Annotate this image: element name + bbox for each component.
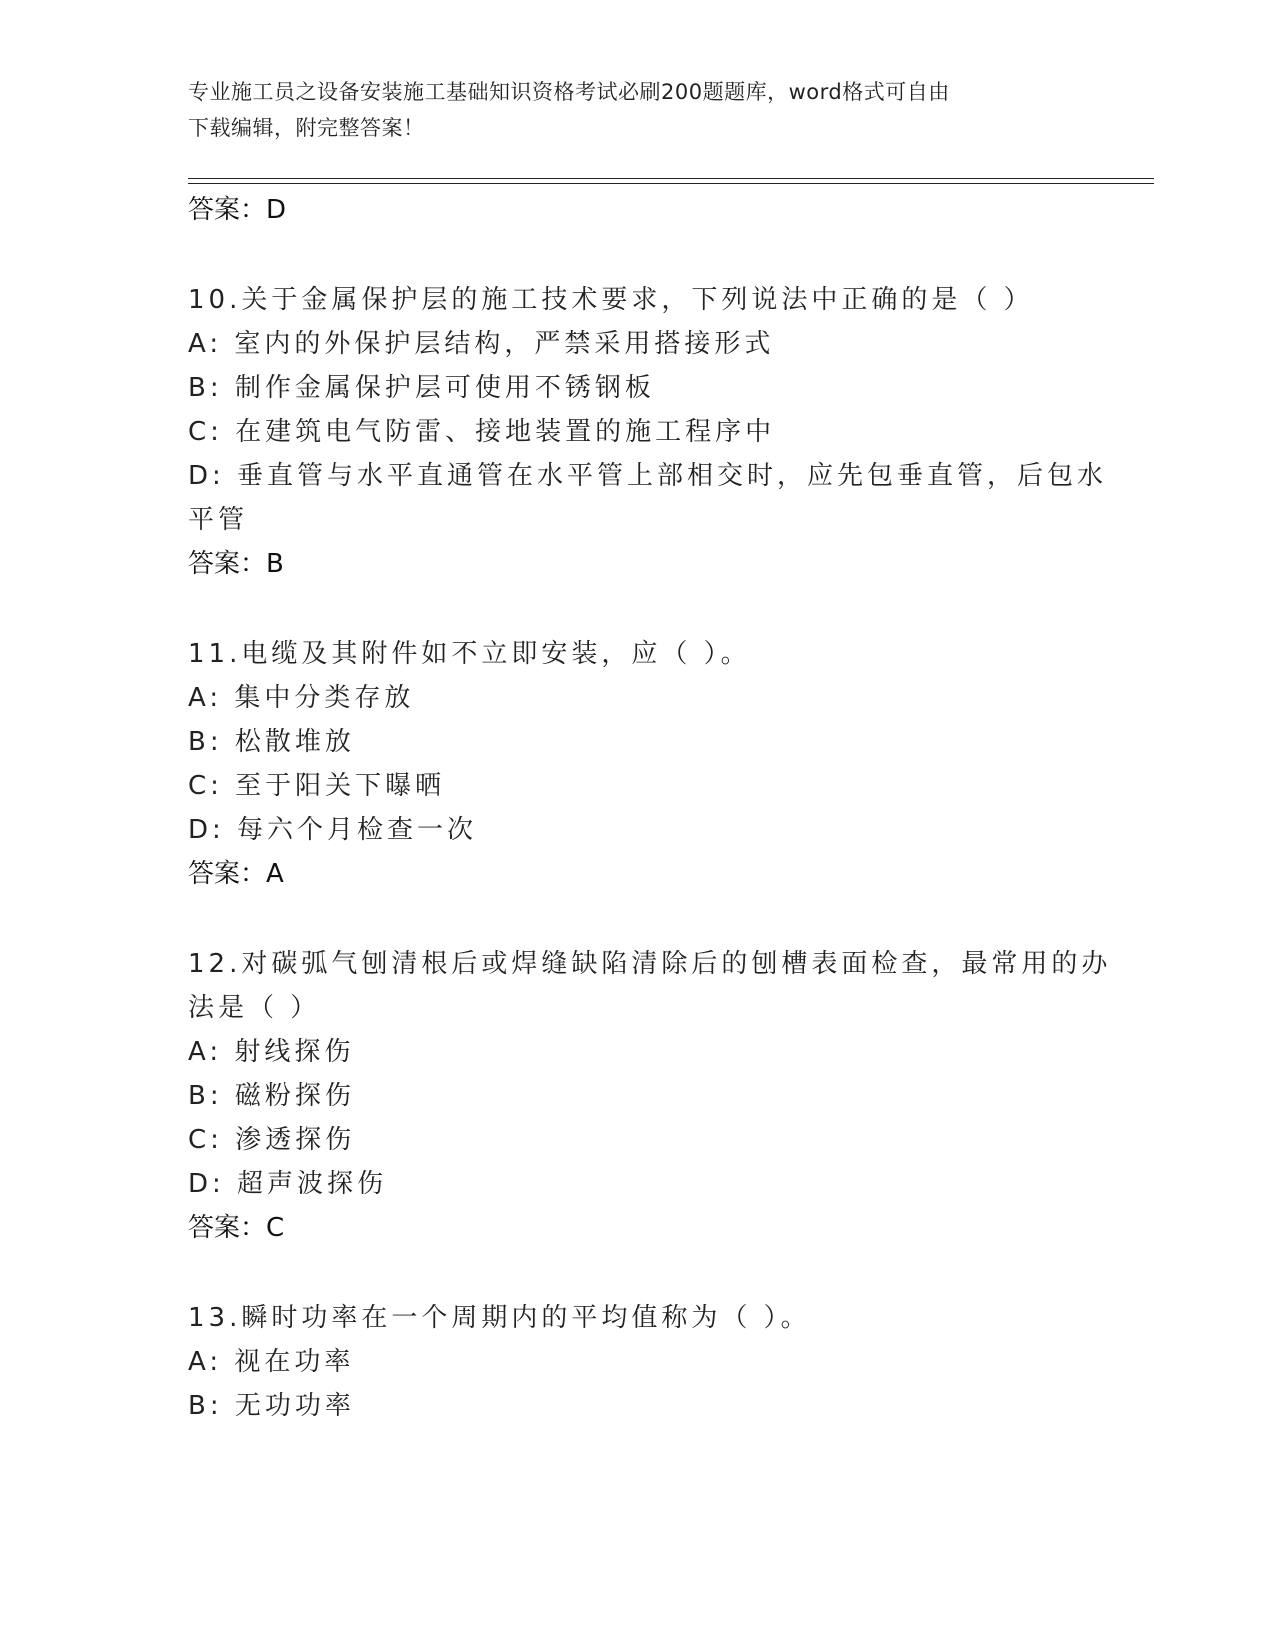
header-divider-top bbox=[188, 178, 1154, 179]
question-12-option-b: B: 磁粉探伤 bbox=[188, 1081, 355, 1111]
document-header bbox=[188, 74, 1078, 146]
header-divider-bottom bbox=[188, 183, 1154, 184]
question-11-option-b: B: 松散堆放 bbox=[188, 727, 355, 757]
question-12-stem-continued: 法是（ ） bbox=[188, 993, 321, 1023]
question-10-option-b: B: 制作金属保护层可使用不锈钢板 bbox=[188, 373, 655, 403]
question-11-option-d: D: 每六个月检查一次 bbox=[188, 815, 478, 845]
question-10-option-a: A: 室内的外保护层结构，严禁采用搭接形式 bbox=[188, 329, 775, 359]
question-10-stem: 10.关于金属保护层的施工技术要求，下列说法中正确的是（ ） bbox=[188, 285, 1034, 315]
question-12-option-a: A: 射线探伤 bbox=[188, 1037, 355, 1067]
question-12-answer: 答案：C bbox=[188, 1213, 285, 1243]
question-10-option-d: D: 垂直管与水平直通管在水平管上部相交时，应先包垂直管，后包水 bbox=[188, 461, 1108, 491]
question-11-option-a: A: 集中分类存放 bbox=[188, 683, 415, 713]
previous-answer: 答案：D bbox=[188, 195, 287, 225]
question-12-option-c: C: 渗透探伤 bbox=[188, 1125, 356, 1155]
question-12-stem: 12.对碳弧气刨清根后或焊缝缺陷清除后的刨槽表面检查，最常用的办 bbox=[188, 949, 1112, 979]
question-11-stem: 11.电缆及其附件如不立即安装，应（ ）。 bbox=[188, 639, 751, 669]
question-10-option-c: C: 在建筑电气防雷、接地装置的施工程序中 bbox=[188, 417, 776, 447]
question-12-option-d: D: 超声波探伤 bbox=[188, 1169, 388, 1199]
question-11-answer: 答案：A bbox=[188, 859, 284, 889]
header-line-2: 下载编辑，附完整答案！ bbox=[188, 116, 425, 140]
question-13-option-b: B: 无功功率 bbox=[188, 1391, 355, 1421]
question-10-answer: 答案：B bbox=[188, 549, 284, 579]
question-13-stem: 13.瞬时功率在一个周期内的平均值称为（ ）。 bbox=[188, 1303, 811, 1333]
header-line-1: 专业施工员之设备安装施工基础知识资格考试必刷200题题库，word格式可自由 bbox=[188, 80, 950, 104]
question-10-option-d-continued: 平管 bbox=[188, 505, 249, 535]
question-11-option-c: C: 至于阳关下曝晒 bbox=[188, 771, 446, 801]
question-13-option-a: A: 视在功率 bbox=[188, 1347, 355, 1377]
